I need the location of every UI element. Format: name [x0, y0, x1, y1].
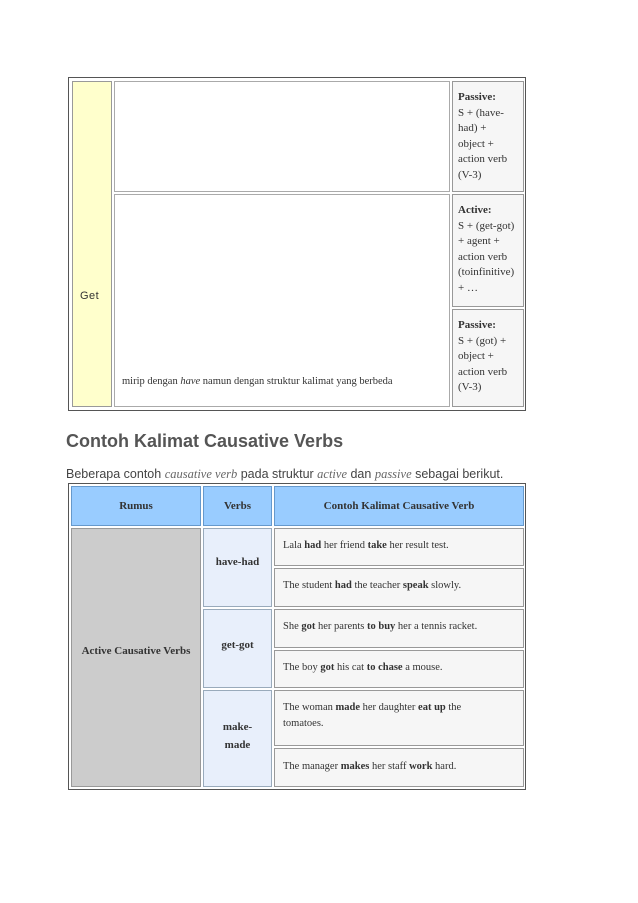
header-rumus: Rumus: [71, 486, 201, 526]
example-keyword: take: [367, 540, 387, 551]
header-examples: Contoh Kalimat Causative Verb: [274, 486, 524, 526]
example-text: his cat: [334, 662, 367, 673]
example-text: hard.: [432, 761, 457, 772]
example-text: The woman: [283, 702, 336, 713]
example-keyword: work: [409, 761, 433, 772]
example-keyword: got: [301, 621, 316, 632]
example-keyword: made: [335, 702, 360, 713]
example-text: Lala: [283, 540, 305, 551]
example-keyword: got: [320, 662, 335, 673]
example-keyword: had: [334, 580, 352, 591]
example-text: her result test.: [386, 540, 449, 551]
formula-cell-passive-have: Passive: S + (have- had) + object + action verb (V-3): [452, 81, 524, 192]
verb-label-have-had: have-had: [215, 556, 260, 568]
example-text: her friend: [321, 540, 368, 551]
verb-label-make: make-: [222, 721, 253, 733]
meaning-note: mirip dengan have namun dengan struktur kalimat yang berbeda: [122, 376, 393, 387]
example-keyword: speak: [402, 580, 429, 591]
example-text: The manager: [283, 761, 341, 772]
example-row: [274, 528, 524, 566]
example-text: a mouse.: [402, 662, 443, 673]
example-keyword: to buy: [366, 621, 396, 632]
example-text: her parents: [315, 621, 367, 632]
verb-label-made: made: [224, 739, 251, 751]
example-keyword: makes: [340, 761, 370, 772]
verb-cell-get: [72, 81, 112, 407]
example-keyword: eat up: [418, 702, 446, 713]
example-text: the: [445, 702, 462, 713]
example-keyword: had: [304, 540, 322, 551]
example-row: [274, 650, 524, 688]
section-intro: Beberapa contoh causative verb pada struktur active dan passive sebagai berikut.: [66, 467, 504, 481]
verb-label-get: Get: [80, 290, 100, 302]
header-verbs: Verbs: [203, 486, 272, 526]
verb-label-get-got: get-got: [221, 639, 254, 651]
formula-cell-passive-get: Passive: S + (got) + object + action verb (V-3): [452, 309, 524, 407]
example-row: [274, 748, 524, 787]
example-text: The boy: [283, 662, 321, 673]
example-text: her staff: [369, 761, 410, 772]
example-row: [274, 568, 524, 607]
example-text: She: [283, 621, 302, 632]
section-heading: Contoh Kalimat Causative Verbs: [66, 431, 344, 451]
example-text: her daughter: [360, 702, 419, 713]
example-text: slowly.: [428, 580, 462, 591]
example-text: the teacher: [351, 580, 403, 591]
example-text: her a tennis racket.: [395, 621, 478, 632]
example-text: The student: [283, 580, 335, 591]
meaning-cell-have: [114, 81, 450, 192]
rumus-cell: [71, 528, 201, 787]
example-row: The woman made her daughter eat up the tomatoes.: [274, 690, 524, 746]
example-keyword: to chase: [366, 662, 403, 673]
formula-cell-active-get: Active: S + (get-got) + agent + action verb (toinfinitive) + …: [452, 194, 524, 307]
example-row: [274, 609, 524, 648]
rumus-label: Active Causative Verbs: [81, 645, 191, 657]
